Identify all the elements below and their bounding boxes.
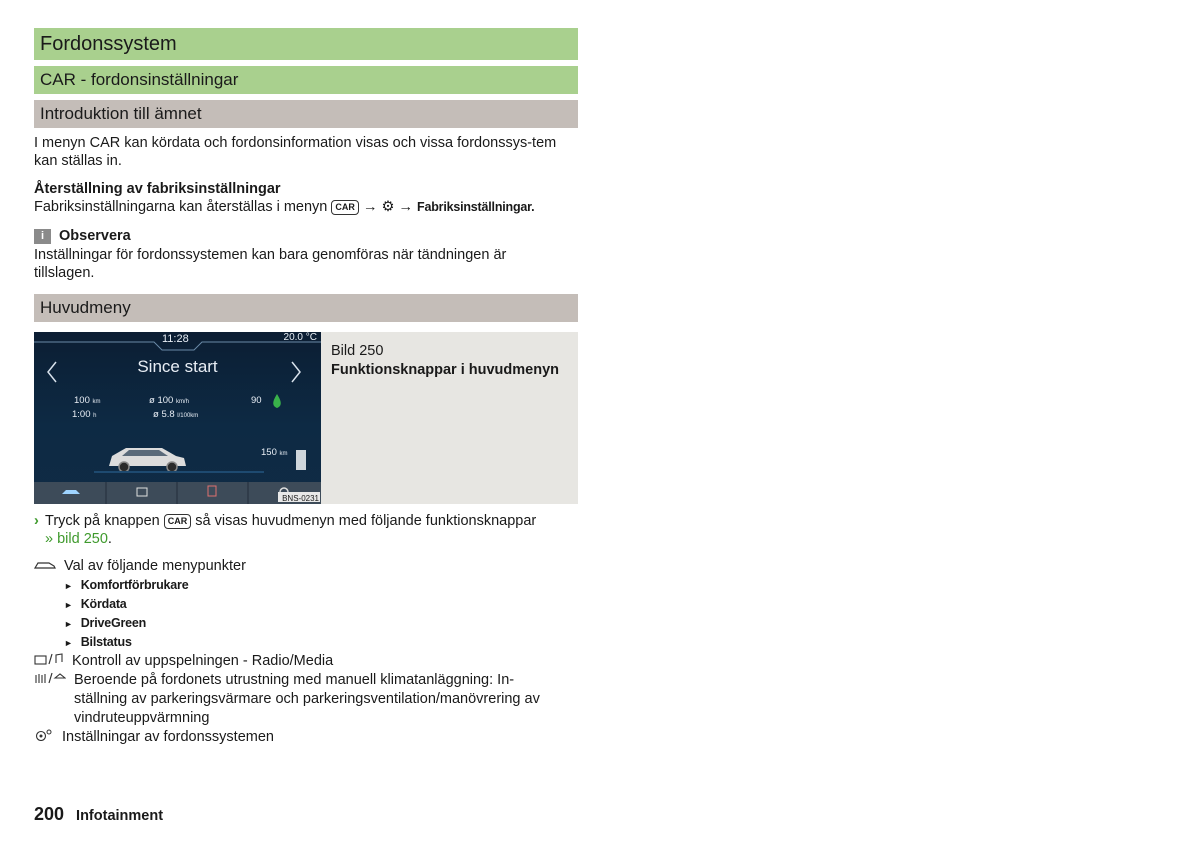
- screen-range: [261, 447, 288, 458]
- subsection-heading-intro: Introduktion till ämnet: [34, 100, 578, 128]
- consumption-value: ø 5.8: [153, 409, 175, 420]
- car-key-icon: CAR: [331, 200, 359, 215]
- instruction-dot: .: [107, 531, 112, 547]
- avg-speed-unit: km/h: [175, 399, 189, 405]
- list-item: [34, 557, 578, 576]
- sub-list-item: ► Kördata: [64, 597, 127, 611]
- climate-heater-icon: [34, 671, 66, 690]
- avg-speed-value: ø 100: [149, 395, 174, 406]
- car-icon: [109, 448, 186, 472]
- page-number: 200: [34, 804, 65, 824]
- screen-consumption: [153, 409, 198, 420]
- sub-item-text: Bilstatus: [80, 635, 132, 649]
- gear-icon: ⚙: [381, 199, 395, 215]
- page-footer: [34, 804, 163, 825]
- screen-title: Since start: [137, 357, 218, 376]
- list-item: [34, 728, 578, 747]
- reset-target: Fabriksinställningar.: [417, 200, 535, 214]
- consumption-unit: l/100km: [177, 413, 199, 419]
- sub-list-item: ► Bilstatus: [64, 635, 132, 649]
- screen-duration: [72, 409, 96, 420]
- page-column: [34, 28, 578, 747]
- chapter-heading: Fordonssystem: [34, 28, 578, 60]
- range-unit: km: [279, 451, 288, 457]
- function-list: [34, 557, 578, 747]
- figure-label: Bild 250: [331, 343, 384, 359]
- note-text: Inställningar för fordonssystemen kan bara genomföras när tändningen är tillslagen.: [34, 247, 507, 281]
- list-item: [34, 671, 554, 728]
- screen-avg-speed: [149, 395, 189, 406]
- list-item: [34, 652, 578, 671]
- subsection-heading-main: Huvudmeny: [34, 294, 578, 322]
- note-title: Observera: [59, 228, 131, 244]
- arrow-icon: →: [362, 199, 378, 215]
- instruction-text: [45, 512, 536, 548]
- screen-distance: [74, 395, 101, 406]
- distance-unit: km: [92, 399, 101, 405]
- list-item-text: Beroende på fordonets utrustning med manuell klimatanläggning: In-ställning av parkeringsvärmare och parkeringsventilation/manövrering av vindruteuppvärmning: [74, 672, 540, 726]
- list-item-text: Kontroll av uppspelningen - Radio/Media: [72, 653, 334, 669]
- list-item-text: Inställningar av fordonssystemen: [62, 729, 274, 745]
- figure-link[interactable]: » bild 250: [45, 531, 108, 547]
- duration-unit: h: [93, 413, 97, 419]
- sub-item-text: DriveGreen: [80, 616, 147, 630]
- reset-paragraph: [34, 198, 578, 216]
- instruction-after: så visas huvudmenyn med följande funktionsknappar: [195, 513, 537, 529]
- radio-media-icon: [34, 652, 64, 671]
- list-item-text: Val av följande menypunkter: [64, 558, 246, 574]
- car-menu-icon: [34, 557, 56, 576]
- intro-paragraph: I menyn CAR kan kördata och fordonsinformation visas och vissa fordonssys-tem kan ställas in.: [34, 135, 557, 169]
- info-icon: i: [34, 229, 51, 244]
- reset-text: Fabriksinställningarna kan återställas i menyn: [34, 199, 328, 215]
- sub-list-item: ► Komfortförbrukare: [64, 578, 189, 592]
- instruction: [34, 512, 578, 548]
- figure-caption-text: Funktionsknappar i huvudmenyn: [331, 362, 559, 378]
- note-header: [34, 228, 578, 244]
- step-arrow-icon: ›: [34, 513, 39, 529]
- screen-temp: 20.0 °C: [283, 332, 317, 343]
- distance-value: 100: [74, 395, 90, 406]
- footer-section: Infotainment: [76, 808, 164, 824]
- screen-time: 11:28: [162, 333, 189, 345]
- fuel-pump-icon: [296, 450, 306, 470]
- reset-title: Återställning av fabriksinställningar: [34, 181, 281, 197]
- sub-item-text: Komfortförbrukare: [80, 578, 189, 592]
- figure-caption: [321, 332, 559, 504]
- sub-list-item: ► DriveGreen: [64, 616, 147, 630]
- eco-drop-icon: [273, 394, 281, 408]
- infotainment-screen: [34, 332, 321, 504]
- figure-code: BNS-0231: [282, 494, 319, 503]
- section-heading: CAR - fordonsinställningar: [34, 66, 578, 94]
- duration-value: 1:00: [72, 409, 91, 420]
- eco-value: 90: [251, 395, 262, 406]
- car-key-icon: CAR: [164, 514, 192, 529]
- instruction-before: Tryck på knappen: [45, 513, 160, 529]
- range-value: 150: [261, 447, 277, 458]
- arrow-icon: →: [398, 199, 413, 215]
- sub-item-text: Kördata: [80, 597, 127, 611]
- figure-250: [34, 332, 578, 504]
- settings-gear-icon: [34, 728, 54, 747]
